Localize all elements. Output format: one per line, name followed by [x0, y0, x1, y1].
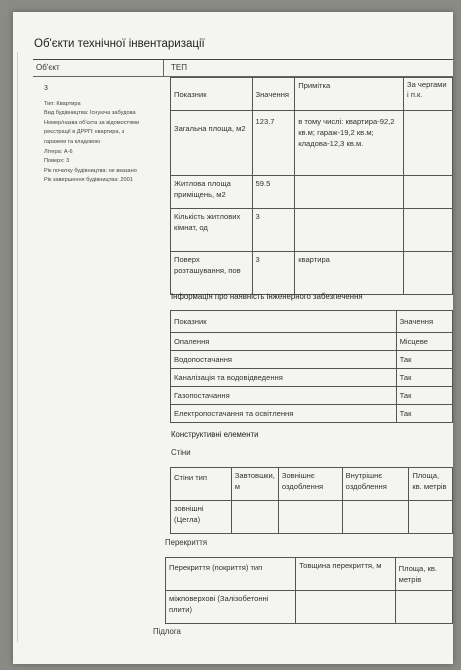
object-line: Тип: Квартира — [44, 100, 81, 107]
object-line: Рік завершення будівництва: 2001 — [44, 177, 133, 184]
header-cell: За чергами і п.к. — [404, 78, 453, 111]
table-cell: Поверх розташування, пов — [171, 252, 253, 295]
header-cell: Показник — [171, 78, 253, 111]
header-cell: Значення — [252, 78, 295, 111]
table-row — [171, 351, 453, 369]
object-number: 3 — [44, 85, 48, 92]
object-line: реєстрації в ДРРП: квартира, з — [44, 129, 125, 136]
header-cell: Площа, кв. метрів — [395, 558, 452, 591]
object-line: Вид будівництва: Існуюча забудова — [44, 110, 136, 117]
page-title: Об'єкти технічної інвентаризації — [34, 38, 205, 50]
walls-title: Стіни — [171, 448, 191, 457]
table-cell — [295, 209, 404, 252]
table-header-row — [171, 311, 453, 333]
table-row — [171, 111, 453, 176]
column-divider — [163, 60, 164, 76]
table-cell: зовнішні (Цегла) — [171, 501, 232, 534]
object-line: гаражем та кладовою — [44, 138, 101, 145]
table-row — [171, 176, 453, 209]
header-cell: Перекриття (покриття) тип — [166, 558, 296, 591]
table-row — [171, 209, 453, 252]
table-cell — [278, 501, 342, 534]
table-cell: Загальна площа, м2 — [171, 111, 253, 176]
column-header-object: Об'єкт — [36, 63, 60, 72]
table-cell — [409, 501, 453, 534]
table-cell — [404, 252, 453, 295]
table-cell: Кількість житлових кімнат, од — [171, 209, 253, 252]
engineering-table — [170, 310, 453, 423]
table-cell: Каналізація та водовідведення — [171, 369, 397, 387]
table-row — [171, 333, 453, 351]
table-cell: Так — [396, 351, 452, 369]
constructive-title: Конструктивні елементи — [171, 430, 259, 439]
floor-cover-title: Підлога — [153, 627, 181, 636]
floors-table — [165, 557, 453, 624]
table-cell: Житлова площа приміщень, м2 — [171, 176, 253, 209]
table-cell — [404, 209, 453, 252]
header-cell: Внутрішнє оздоблення — [342, 468, 409, 501]
table-cell: Так — [396, 369, 452, 387]
engineering-title: Інформація про наявність інженерного забезпечення — [171, 292, 363, 301]
tep-table — [170, 77, 453, 295]
header-cell: Примітка — [295, 78, 404, 111]
table-cell: 3 — [252, 252, 295, 295]
table-row — [171, 405, 453, 423]
table-row — [171, 501, 453, 534]
table-cell: міжповерхові (Залізобетонні плити) — [166, 591, 296, 624]
object-description — [44, 84, 164, 186]
table-cell: Водопостачання — [171, 351, 397, 369]
floors-title: Перекриття — [165, 538, 208, 547]
table-header-row — [166, 558, 453, 591]
document-page — [13, 12, 453, 664]
object-line: Літера: А-6 — [44, 148, 73, 155]
table-cell — [342, 501, 409, 534]
table-cell — [295, 176, 404, 209]
table-cell — [395, 591, 452, 624]
table-cell: Опалення — [171, 333, 397, 351]
column-header-tep: ТЕП — [171, 63, 187, 72]
table-header-row — [171, 78, 453, 111]
table-row — [166, 591, 453, 624]
table-row — [171, 387, 453, 405]
table-cell — [231, 501, 278, 534]
header-cell: Товщина перекриття, м — [296, 558, 396, 591]
table-row — [171, 252, 453, 295]
table-cell: Електропостачання та освітлення — [171, 405, 397, 423]
table-cell: квартира — [295, 252, 404, 295]
header-cell: Зовнішнє оздоблення — [278, 468, 342, 501]
title-divider — [33, 59, 453, 60]
table-cell: Так — [396, 387, 452, 405]
table-cell: Місцеве — [396, 333, 452, 351]
table-cell — [296, 591, 396, 624]
page-binding-edge — [13, 52, 18, 642]
table-cell: 59.5 — [252, 176, 295, 209]
header-cell: Площа, кв. метрів — [409, 468, 453, 501]
object-line: Рік початку будівництва: не вказано — [44, 167, 137, 174]
table-header-row — [171, 468, 453, 501]
table-row — [171, 369, 453, 387]
header-cell: Показник — [171, 311, 397, 333]
table-cell — [404, 176, 453, 209]
header-cell: Стіни тип — [171, 468, 232, 501]
table-cell: Газопостачання — [171, 387, 397, 405]
walls-table — [170, 467, 453, 534]
table-cell: 3 — [252, 209, 295, 252]
header-cell: Завтовшки, м — [231, 468, 278, 501]
object-line: Номер/назва об'єкта за відомостями — [44, 119, 140, 126]
table-cell — [404, 111, 453, 176]
object-line: Поверх: 3 — [44, 158, 70, 165]
table-cell: Так — [396, 405, 452, 423]
table-cell: в тому числі: квартира-92,2 кв.м; гараж-19,2 кв.м; кладова-12,3 кв.м. — [295, 111, 404, 176]
table-cell: 123.7 — [252, 111, 295, 176]
header-cell: Значення — [396, 311, 452, 333]
